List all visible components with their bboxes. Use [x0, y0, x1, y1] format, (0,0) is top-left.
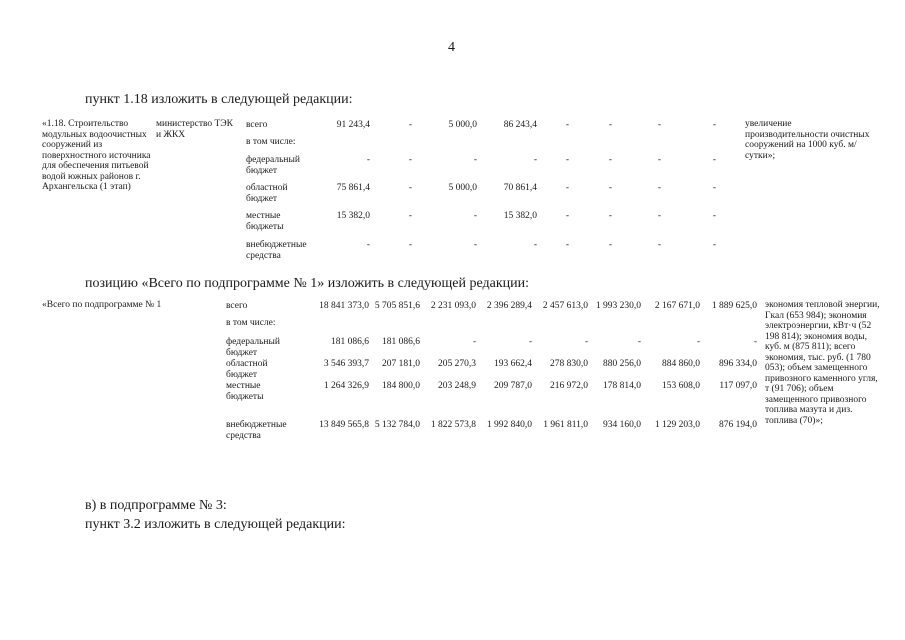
- table-cell: 75 861,4: [336, 183, 370, 193]
- heading-item-3-2: пункт 3.2 изложить в следующей редакции:: [85, 517, 346, 532]
- heading-subprogram-3: в) в подпрограмме № 3:: [85, 498, 227, 513]
- item-name: «1.18. Строительство модульных водоочистных сооружений из поверхностного источника для обеспечения питьевой водой южных районов г. Архангельска (1 этап): [42, 119, 151, 192]
- table-cell: 70 861,4: [503, 183, 537, 193]
- table-cell: -: [473, 240, 477, 250]
- table-cell: 91 243,4: [336, 120, 370, 130]
- table-cell: 896 334,0: [719, 359, 757, 369]
- table-cell: -: [608, 120, 612, 130]
- heading-item-1-18: пункт 1.18 изложить в следующей редакции:: [85, 92, 353, 107]
- table-cell: 207 181,0: [382, 359, 420, 369]
- table-cell: 2 167 671,0: [654, 301, 700, 311]
- table-cell: 18 841 373,0: [319, 301, 369, 311]
- table-cell: -: [584, 337, 588, 347]
- table-cell: -: [712, 155, 716, 165]
- row-label: всего: [226, 301, 248, 311]
- row-label: областной бюджет: [226, 359, 268, 380]
- table-cell: 2 231 093,0: [430, 301, 476, 311]
- row-label: местные бюджеты: [246, 211, 284, 232]
- table-cell: 2 457 613,0: [542, 301, 588, 311]
- table-cell: 1 822 573,8: [430, 420, 476, 430]
- table-cell: 181 086,6: [331, 337, 369, 347]
- table-cell: 216 972,0: [550, 381, 588, 391]
- table-cell: -: [408, 155, 412, 165]
- table-cell: 934 160,0: [603, 420, 641, 430]
- table-cell: -: [533, 155, 537, 165]
- table-cell: 5 000,0: [448, 183, 477, 193]
- table-cell: 209 787,0: [494, 381, 532, 391]
- table-cell: -: [657, 155, 661, 165]
- table-cell: 278 830,0: [550, 359, 588, 369]
- table-cell: -: [408, 120, 412, 130]
- row-label: в том числе:: [226, 318, 276, 328]
- heading-total-subprogram-1: позицию «Всего по подпрограмме № 1» изложить в следующей редакции:: [85, 276, 530, 291]
- table-cell: 203 248,9: [438, 381, 476, 391]
- table-cell: 5 705 851,6: [374, 301, 420, 311]
- table-cell: 205 270,3: [438, 359, 476, 369]
- table-cell: -: [366, 240, 370, 250]
- table-cell: 86 243,4: [503, 120, 537, 130]
- table-cell: -: [657, 120, 661, 130]
- table-cell: -: [712, 240, 716, 250]
- item-result: увеличение производительности очистных сооружений на 1000 куб. м/сутки»;: [745, 119, 870, 161]
- table-cell: -: [408, 211, 412, 221]
- table-cell: 876 194,0: [719, 420, 757, 430]
- table-cell: -: [565, 240, 569, 250]
- table-cell: 5 000,0: [448, 120, 477, 130]
- row-label: внебюджетные средства: [246, 240, 307, 261]
- table-cell: 1 264 326,9: [323, 381, 369, 391]
- row-label: внебюджетные средства: [226, 420, 287, 441]
- table-cell: 3 546 393,7: [323, 359, 369, 369]
- table-cell: 5 132 784,0: [374, 420, 420, 430]
- table-cell: -: [712, 183, 716, 193]
- table-cell: 880 256,0: [603, 359, 641, 369]
- table-cell: -: [753, 337, 757, 347]
- table-cell: 15 382,0: [336, 211, 370, 221]
- table-cell: 193 662,4: [494, 359, 532, 369]
- table-cell: -: [657, 211, 661, 221]
- table-cell: -: [696, 337, 700, 347]
- table-cell: -: [565, 155, 569, 165]
- table-cell: -: [657, 240, 661, 250]
- table-cell: -: [657, 183, 661, 193]
- row-label: в том числе:: [246, 137, 296, 147]
- table-cell: 1 889 625,0: [711, 301, 757, 311]
- table-cell: -: [565, 120, 569, 130]
- table-cell: -: [408, 240, 412, 250]
- table-cell: -: [473, 211, 477, 221]
- row-label: федеральный бюджет: [226, 337, 280, 358]
- table-cell: -: [608, 155, 612, 165]
- table-cell: -: [472, 337, 476, 347]
- table-cell: 884 860,0: [662, 359, 700, 369]
- page-number: 4: [448, 40, 455, 55]
- table-cell: 2 396 289,4: [486, 301, 532, 311]
- row-label: областной бюджет: [246, 183, 288, 204]
- table-cell: -: [608, 211, 612, 221]
- table-cell: -: [473, 155, 477, 165]
- table-cell: -: [533, 240, 537, 250]
- table-cell: 184 800,0: [382, 381, 420, 391]
- table-cell: -: [366, 155, 370, 165]
- table-cell: 181 086,6: [382, 337, 420, 347]
- item-org: министерство ТЭК и ЖКХ: [156, 119, 233, 140]
- table-cell: -: [408, 183, 412, 193]
- table-cell: 117 097,0: [719, 381, 757, 391]
- table-cell: -: [565, 211, 569, 221]
- table-cell: 153 608,0: [662, 381, 700, 391]
- total-name: «Всего по подпрограмме № 1: [42, 300, 162, 310]
- table-cell: 1 961 811,0: [543, 420, 588, 430]
- total-result: экономия тепловой энергии, Гкал (653 984); экономия электроэнергии, кВт·ч (52 198 814); экономия воды, куб. м (875 811); всего экономия, тыс. руб. (1 780 053); объем замещенного привозного каменного угля, т (91 706); объем замещенного привозного топлива мазута и диз. топлива (70)»;: [765, 300, 880, 426]
- table-cell: -: [608, 240, 612, 250]
- table-cell: -: [637, 337, 641, 347]
- table-cell: -: [528, 337, 532, 347]
- table-cell: 13 849 565,8: [319, 420, 369, 430]
- table-cell: 178 814,0: [603, 381, 641, 391]
- table-cell: -: [712, 120, 716, 130]
- row-label: всего: [246, 120, 268, 130]
- table-cell: 15 382,0: [503, 211, 537, 221]
- table-cell: -: [565, 183, 569, 193]
- table-cell: -: [712, 211, 716, 221]
- row-label: местные бюджеты: [226, 381, 264, 402]
- table-cell: 1 129 203,0: [654, 420, 700, 430]
- table-cell: 1 993 230,0: [595, 301, 641, 311]
- table-cell: -: [608, 183, 612, 193]
- table-cell: 1 992 840,0: [486, 420, 532, 430]
- row-label: федеральный бюджет: [246, 155, 300, 176]
